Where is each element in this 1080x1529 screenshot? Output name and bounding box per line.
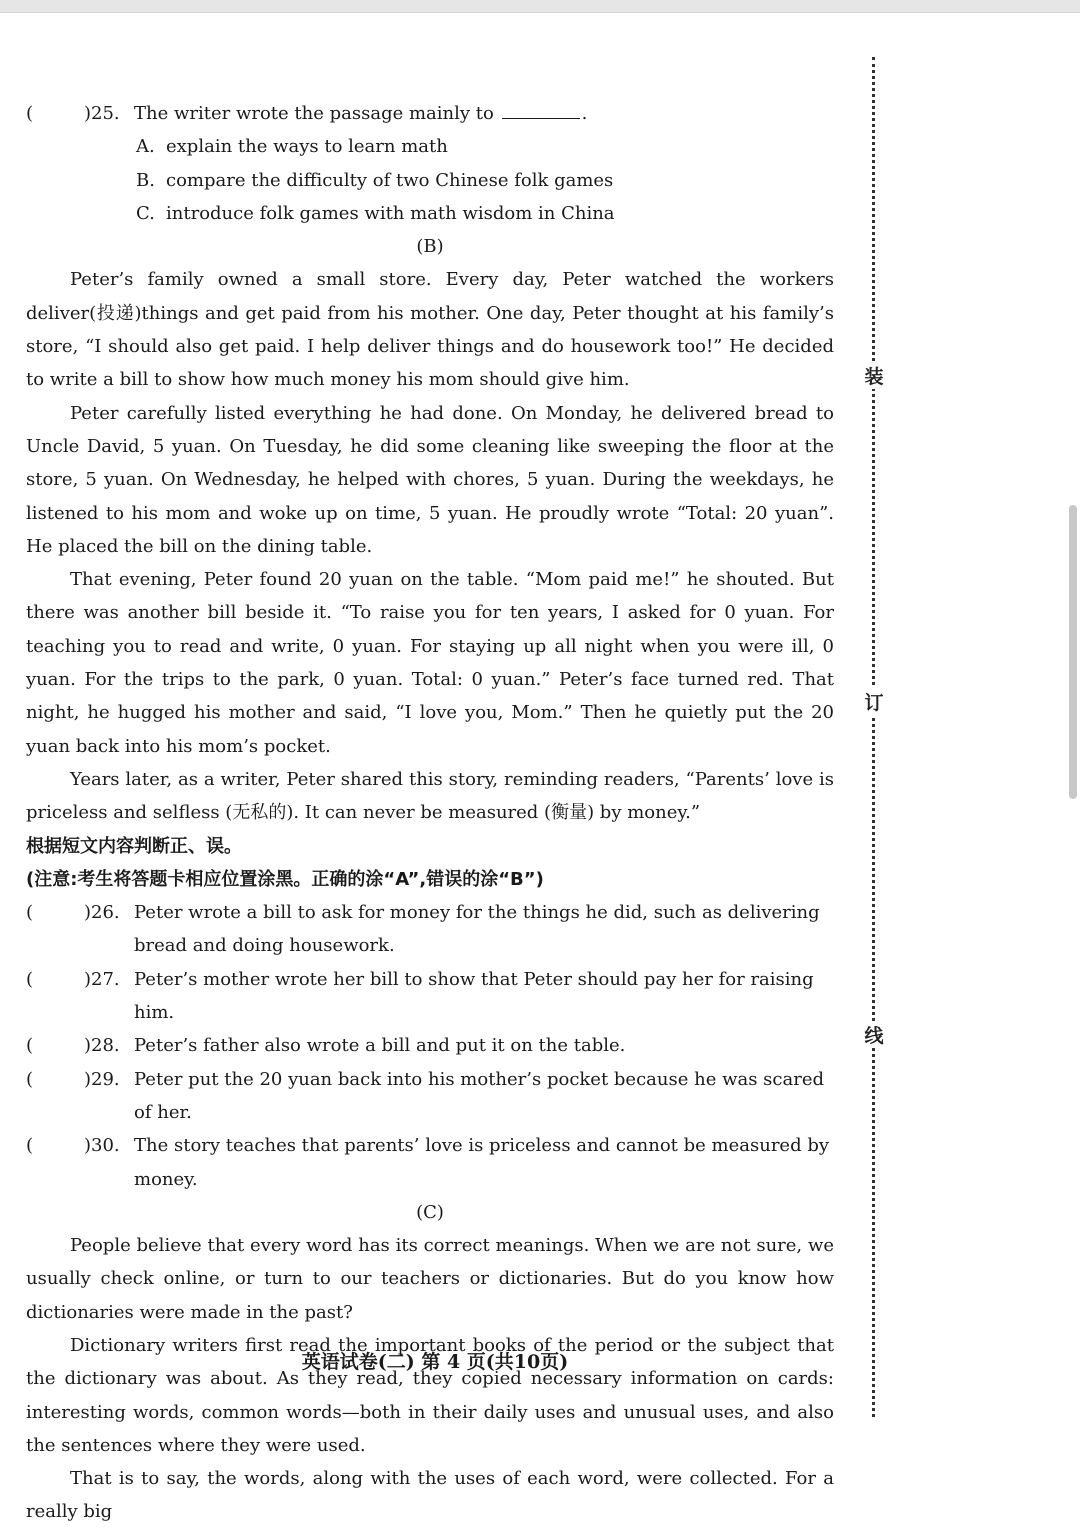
option-letter: C. (136, 202, 155, 224)
exam-content (26, 97, 834, 1529)
option-letter: A. (136, 136, 155, 158)
binding-dotted-line (872, 57, 875, 1417)
question-text: Peter wrote a bill to ask for money for the things he did, such as delivering bread and doing housework. (134, 902, 820, 957)
question-stem (134, 97, 834, 130)
scrollbar[interactable] (1066, 12, 1080, 1453)
passage-b-paragraph-1: Peter’s family owned a small store. Every day, Peter watched the workers deliver(投递)things and get paid from his mother. One day, Peter thought at his family’s store, “I should also get paid. I help deliver things and do housework too!” He decided to write a bill to show how much money his mom should give him. (26, 269, 834, 391)
option-letter: B. (136, 169, 155, 191)
passage-b-paragraph-4: Years later, as a writer, Peter shared this story, reminding readers, “Parents’ love is priceless and selfless (无私的). It can never be measured (衡量) by money.” (26, 768, 834, 824)
binding-mark-xian: 线 (860, 1021, 888, 1048)
stem-text: The writer wrote the passage mainly to (134, 103, 494, 124)
question-text: Peter put the 20 yuan back into his mother’s pocket because he was scared of her. (134, 1068, 824, 1123)
option-a (26, 130, 834, 163)
page-footer: 英语试卷(二) 第 4 页(共10页) (301, 1351, 569, 1373)
question-number: )26. (84, 902, 120, 924)
question-27 (26, 963, 834, 1030)
question-30 (26, 1129, 834, 1196)
passage-c-paragraph-3: That is to say, the words, along with the uses of each word, were collected. For a really big (26, 1468, 834, 1523)
passage-c-paragraph-2: Dictionary writers first read the important books of the period or the subject that the dictionary was about. As they read, they copied necessary information on cards: interesting words, common words—both in their daily uses and unusual uses, and also the sentences where they were used. (26, 1334, 834, 1456)
answer-paren: ( (26, 1068, 34, 1090)
binding-mark-ding: 订 (860, 688, 888, 715)
question-number: )29. (84, 1068, 120, 1090)
instruction-heading: 根据短文内容判断正、误。 (26, 835, 242, 857)
section-c-label: (C) (416, 1201, 444, 1223)
question-number: )25. (84, 103, 120, 124)
question-number: )27. (84, 968, 120, 990)
option-c (26, 197, 834, 230)
question-26 (26, 896, 834, 963)
answer-paren: ( (26, 1135, 34, 1157)
passage-b-paragraph-3: That evening, Peter found 20 yuan on the table. “Mom paid me!” he shouted. But there was another bill beside it. “To raise you for ten years, I asked for 0 yuan. For teaching you to read and write, 0 yuan. For staying up all night when you were ill, 0 yuan. For the trips to the park, 0 yuan. Total: 0 yuan.” Peter’s face turned red. That night, he hugged his mother and said, “I love you, Mom.” Then he quietly put the 20 yuan back into his mom’s pocket. (26, 569, 834, 757)
answer-blank (502, 100, 580, 119)
binding-mark-zhuang: 装 (860, 362, 888, 389)
question-28 (26, 1029, 834, 1062)
answer-paren: ( (26, 1035, 34, 1057)
passage-c-paragraph-1: People believe that every word has its correct meanings. When we are not sure, we usually check online, or turn to our teachers or dictionaries. But do you know how dictionaries were made in the past? (26, 1235, 834, 1323)
option-text: compare the difficulty of two Chinese folk games (166, 169, 614, 191)
question-25 (26, 97, 834, 130)
question-29 (26, 1063, 834, 1130)
answer-paren: ( (26, 103, 34, 124)
question-text: Peter’s mother wrote her bill to show that Peter should pay her for raising him. (134, 968, 814, 1024)
option-b (26, 164, 834, 197)
scrollbar-thumb[interactable] (1069, 505, 1077, 799)
stem-period: . (581, 103, 588, 124)
option-text: explain the ways to learn math (166, 136, 448, 158)
instruction-note: (注意:考生将答题卡相应位置涂黑。正确的涂“A”,错误的涂“B”) (26, 868, 544, 890)
answer-paren: ( (26, 902, 34, 924)
question-text: Peter’s father also wrote a bill and put it on the table. (134, 1035, 626, 1057)
answer-paren: ( (26, 968, 34, 990)
passage-b-paragraph-2: Peter carefully listed everything he had done. On Monday, he delivered bread to Uncle David, 5 yuan. On Tuesday, he did some cleaning like sweeping the floor at the store, 5 yuan. On Wednesday, he helped with chores, 5 yuan. During the weekdays, he listened to his mom and woke up on time, 5 yuan. He proudly wrote “Total: 20 yuan”. He placed the bill on the dining table. (26, 402, 834, 557)
question-text: The story teaches that parents’ love is priceless and cannot be measured by money. (134, 1135, 830, 1190)
option-text: introduce folk games with math wisdom in China (166, 202, 615, 224)
question-number: )28. (84, 1035, 120, 1057)
section-b-label: (B) (416, 236, 444, 258)
question-number: )30. (84, 1135, 120, 1157)
exam-page (0, 12, 1080, 1523)
